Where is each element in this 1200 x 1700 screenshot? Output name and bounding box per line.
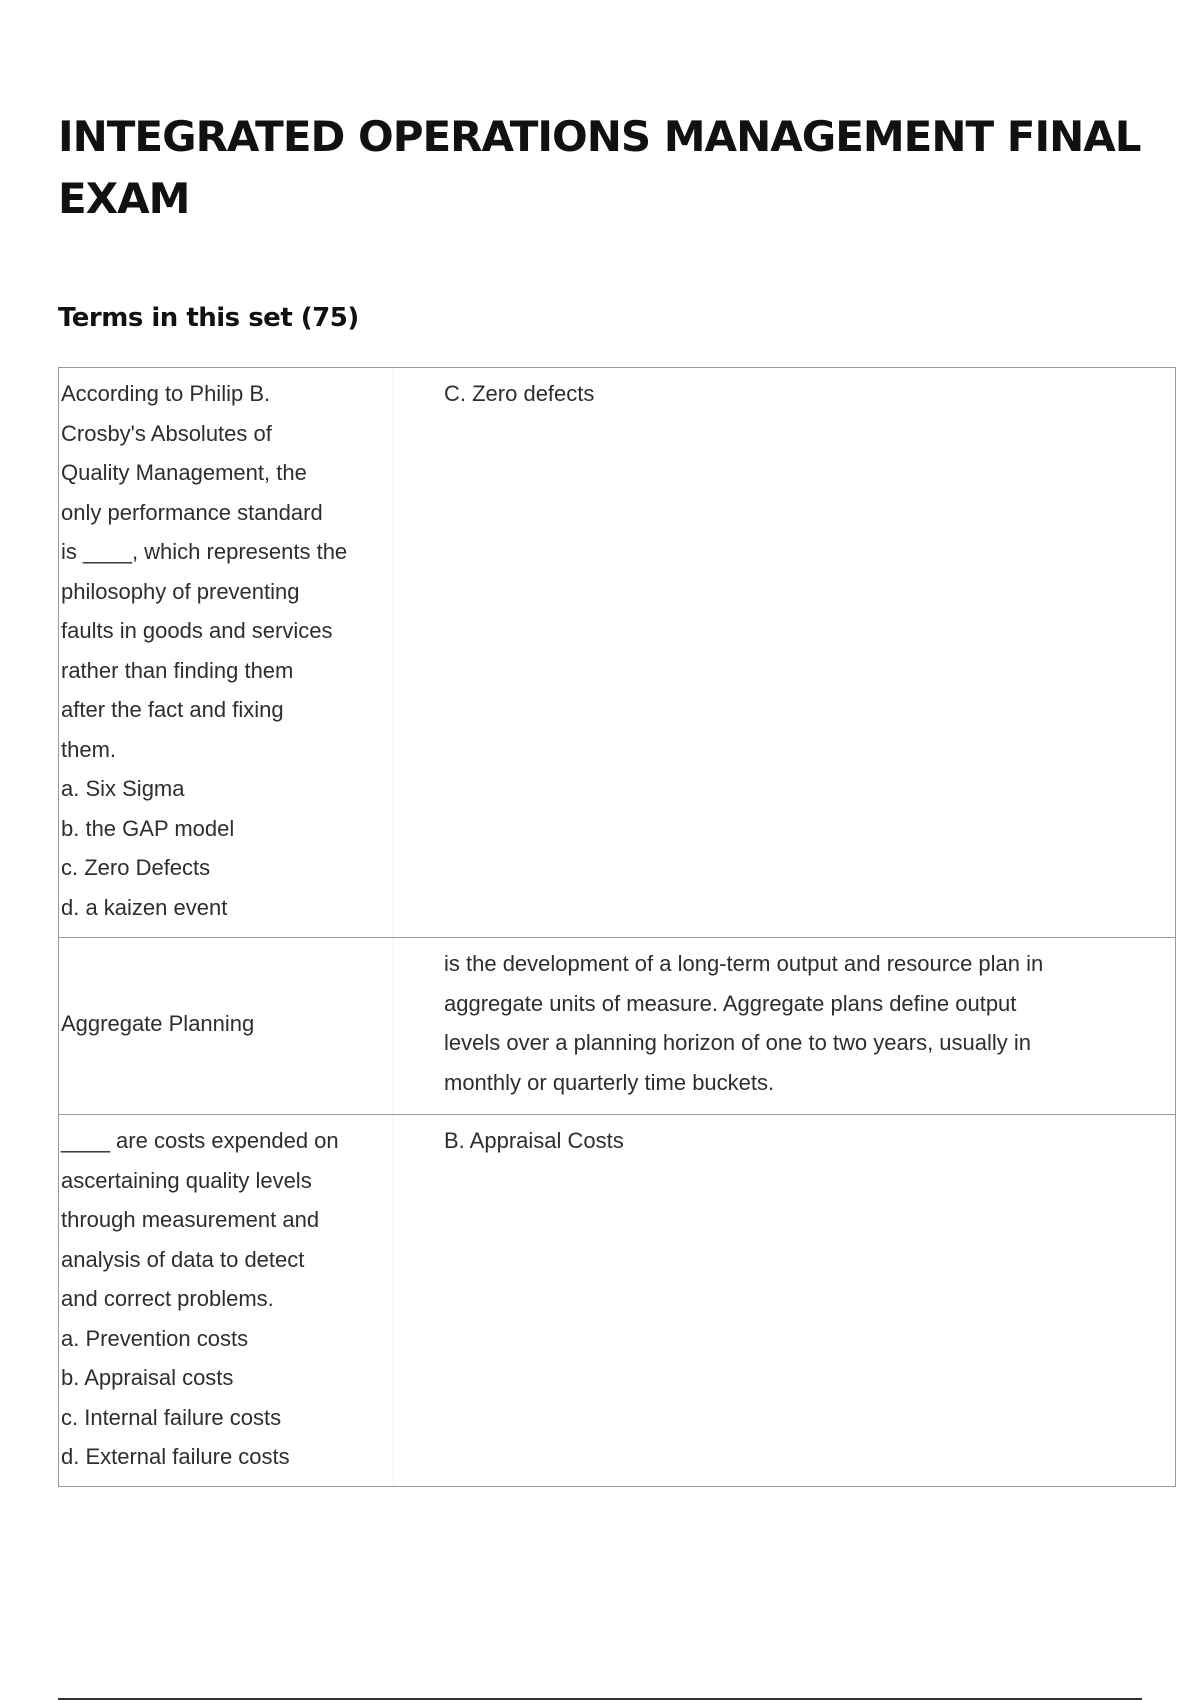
term-row — [59, 937, 1175, 1114]
terms-count-heading: Terms in this set (75) — [58, 303, 359, 333]
term-text: ____ are costs expended on ascertaining quality levels through measurement and analysis of data to detect and correct problems. a. Prevention costs b. Appraisal costs c. Internal failure costs d. External failure costs — [59, 1115, 394, 1486]
definition-text: C. Zero defects — [444, 381, 595, 406]
page-title: INTEGRATED OPERATIONS MANAGEMENT FINAL EXAM — [58, 112, 1141, 223]
term-row — [59, 368, 1175, 937]
term-text: Aggregate Planning — [59, 938, 394, 1114]
term-text: According to Philip B. Crosby's Absolutes of Quality Management, the only performance standard is ____, which represents the philosophy of preventing faults in goods and services rather than finding them after the fact and fixing them. a. Six Sigma b. the GAP model c. Zero Defects d. a kaizen event — [59, 368, 394, 937]
definition-text: B. Appraisal Costs — [444, 1128, 624, 1153]
terms-table — [58, 367, 1176, 1487]
term-row — [59, 1114, 1175, 1486]
definition-text: is the development of a long-term output and resource plan in aggregate units of measure. Aggregate plans define output levels over a planning horizon of one to two years, usually in monthly or quarterly time buckets. — [444, 951, 1044, 1095]
